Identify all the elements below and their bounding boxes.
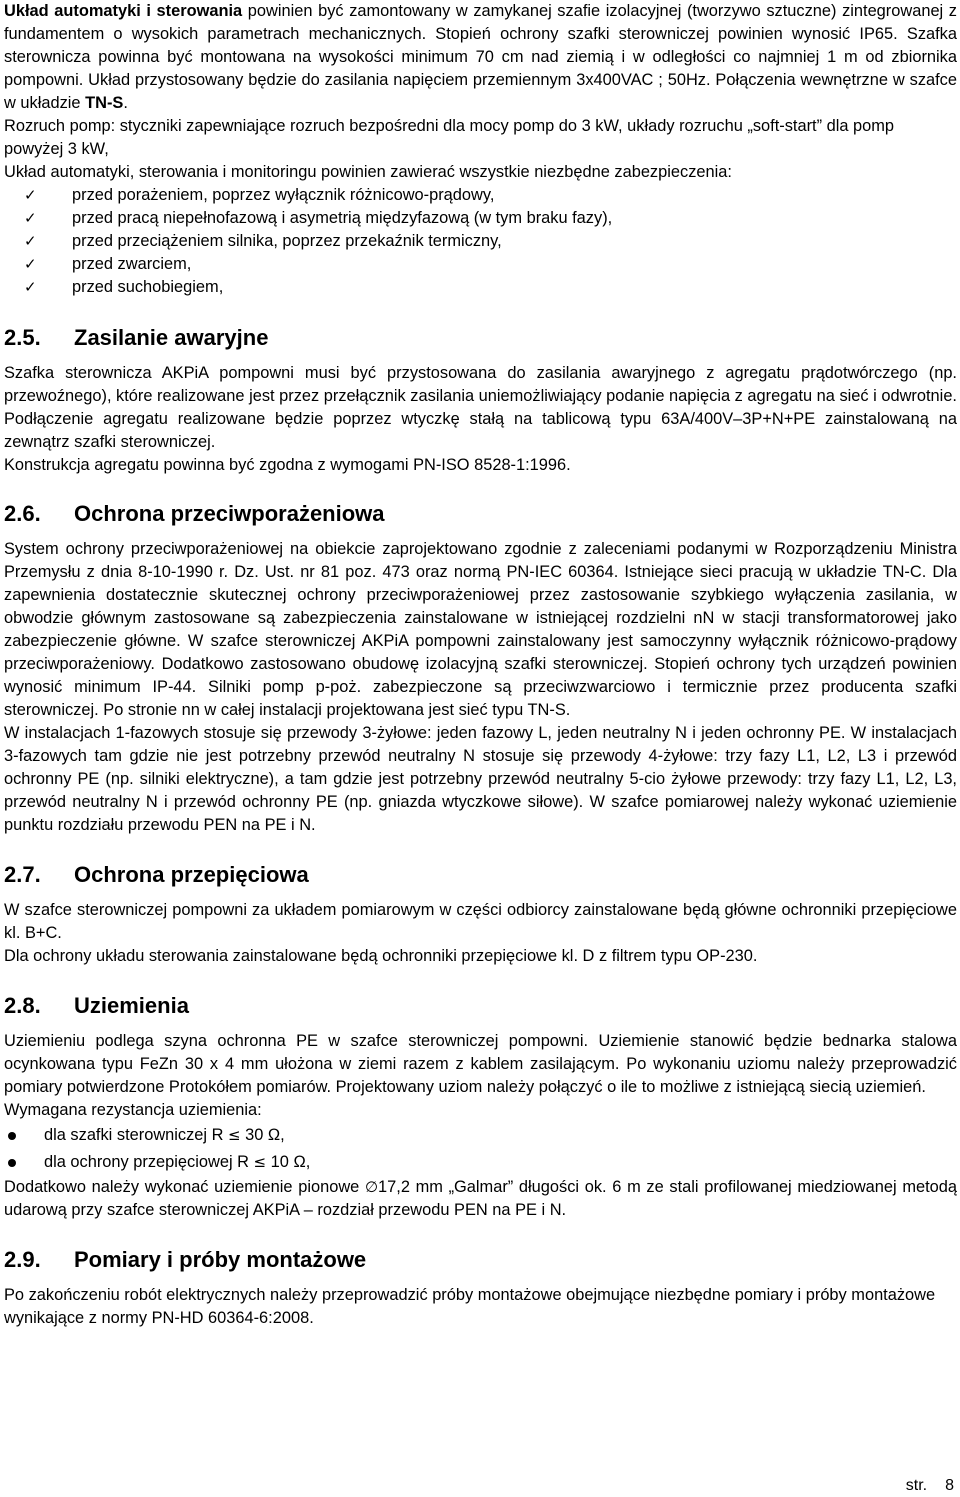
section-2-5 [4,324,957,477]
less-equal-symbol: ≤ [228,1126,241,1144]
paragraph [4,1176,957,1222]
network-type: TN-S [85,94,124,112]
checkmark-icon: ✓ [24,278,37,296]
document-page [4,0,957,1330]
section-heading [4,1246,957,1274]
checkmark-icon: ✓ [24,232,37,250]
resistance-list [4,1122,957,1176]
checkmark-icon: ✓ [24,186,37,204]
paragraph: Szafka sterownicza AKPiA pompowni musi być przystosowana do zasilania awaryjnego z agregatu prądotwórczego (np. przewoźnego), które realizowane jest przez przełącznik zasilania uniemożliwiający podanie napięcia z agregatu na sieć i odwrotnie. Podłączenie agregatu realizowane będzie poprzez wtyczkę stałą na tablicową typu 63A/400V–3P+N+PE zainstalowaną na zewnątrz szafki sterowniczej. [4,364,957,451]
diameter-symbol: ∅ [364,1178,379,1196]
paragraph-pump-start: Rozruch pomp: styczniki zapewniające rozruch bezpośredni dla mocy pomp do 3 kW, układy rozruchu „soft-start” dla pomp powyżej 3 kW, [4,117,895,158]
section-heading [4,861,957,889]
paragraph: Konstrukcja agregatu powinna być zgodna z wymogami PN-ISO 8528-1:1996. [4,456,571,474]
section-number: 2.6. [4,501,41,526]
list-item-text: dla ochrony przepięciowej R [44,1153,254,1171]
page-label: str. [905,1477,928,1494]
page-footer [906,1474,954,1497]
section-2-9 [4,1246,957,1330]
protection-checklist [4,184,957,299]
section-number: 2.7. [4,862,41,887]
list-item-text: przed zwarciem, [72,255,192,273]
list-item-text: przed porażeniem, poprzez wyłącznik różnicowo-prądowy, [72,186,495,204]
section-heading [4,324,957,352]
checkmark-icon: ✓ [24,255,37,273]
section-heading [4,992,957,1020]
bullet-icon [8,1132,16,1140]
paragraph-text: 17,2 mm „Galmar” długości ok. 6 m ze stali profilowanej miedziowanej metodą udarową przy szafce sterowniczej AKPiA – rozdział przewodu PEN na PE i N. [4,1178,958,1219]
list-item [4,1122,957,1149]
section-title: Ochrona przepięciowa [74,862,309,887]
paragraph: W instalacjach 1-fazowych stosuje się przewody 3-żyłowe: jeden fazowy L, jeden neutralny N i jeden ochronny PE. W instalacjach 3-fazowych tam gdzie nie jest potrzebny przewód neutralny N stosuje się przewody 4-żyłowe: trzy fazy L1, L2, L3 i przewód ochronny PE (np. silniki elektryczne), a tam gdzie jest potrzebny przewód neutralny 5-cio żyłowe przewody: trzy fazy L1, L2, L3, przewód neutralny N i przewód ochronny PE (np. gniazda wtyczkowe siłowe). W szafce pomiarowej należy wykonać uziemienie punktu rozdziału przewodu PEN na PE i N. [4,724,957,834]
list-item-text: przed suchobiegiem, [72,278,224,296]
section-heading [4,500,957,528]
paragraph-text: powinien być zamontowany w zamykanej szafie izolacyjnej (tworzywo sztuczne) zintegrowanej z fundamentem o wysokich parametrach mechanicznych. Stopień ochrony szafki sterowniczej powinien wynosić IP65. Szafka sterownicza powinna być montowana na wysokości minimum 70 cm nad ziemią i w odległości co najmniej 1 m od zbiornika pompowni. Układ przystosowany będzie do zasilania napięciem przemiennym 3x400VAC ; 50Hz. Połączenia wewnętrzne w szafce w układzie [4,2,958,112]
paragraph: W szafce sterowniczej pompowni za układem pomiarowym w części odbiorcy zainstalowane będą główne ochronniki przepięciowe kl. B+C. [4,901,957,942]
section-2-6 [4,500,957,837]
paragraph: System ochrony przeciwporażeniowej na obiekcie zaprojektowano zgodnie z zaleceniami podanymi w Rozporządzeniu Ministra Przemysłu z dnia 8-10-1990 r. Dz. Ust. nr 81 poz. 473 oraz normą PN-IEC 60364. Istniejące sieci pracują w układzie TN-C. Dla zapewnienia dostatecznie skutecznej ochrony przeciwporażeniowej przez zastosowanie szybkiego wyłączenia zasilania, w obwodzie głównym zastosowane są zabezpieczenia zainstalowane w istniejącej rozdzielni nN w stacji transformatorowej jako zabezpieczenie główne. W szafce sterowniczej AKPiA pompowni zainstalowany jest samoczynny wyłącznik różnicowo-prądowy przeciwporażeniowy. Dodatkowo zastosowano obudowę izolacyjną szafki sterowniczej. Stopień ochrony tych urządzeń powinien wynosić minimum IP-44. Silniki pomp p-poż. zabezpieczone są przeciwzwarciowo i termicznie przez producenta szafki sterowniczej. Po stronie nn w całej instalacji projektowana jest sieć typu TN-S. [4,540,957,719]
list-item [4,184,957,207]
list-item-text: przed przeciążeniem silnika, poprzez przekaźnik termiczny, [72,232,502,250]
list-item-text: dla szafki sterowniczej R [44,1126,229,1144]
paragraph-resistance-label: Wymagana rezystancja uziemienia: [4,1101,262,1119]
section-title: Pomiary i próby montażowe [74,1247,367,1272]
list-item-value: 10 Ω, [266,1153,311,1171]
paragraph-text: Dodatkowo należy wykonać uziemienie pionowe [4,1178,365,1196]
list-item-value: 30 Ω, [240,1126,285,1144]
list-item [4,276,957,299]
section-2-8 [4,992,957,1222]
list-item [4,253,957,276]
section-number: 2.5. [4,325,41,350]
page-number: 8 [945,1477,954,1494]
section-number: 2.8. [4,993,41,1018]
list-item [4,207,957,230]
section-number: 2.9. [4,1247,41,1272]
paragraph: Dla ochrony układu sterowania zainstalowane będą ochronniki przepięciowe kl. D z filtrem typu OP-230. [4,947,758,965]
lead-term: Układ automatyki i sterowania [4,2,243,20]
paragraph-end: . [123,94,128,112]
section-intro [4,0,957,299]
paragraph: Uziemieniu podlega szyna ochronna PE w szafce sterowniczej pompowni. Uziemienie stanowić będzie bednarka stalowa ocynkowana typu FeZn 30 x 4 mm ułożona w ziemi razem z kablem zasilającym. Po wykonaniu uziomu należy przeprowadzić pomiary potwierdzone Protokółem pomiarów. Projektowany uziom należy połączyć o ile to możliwe z istniejącą siecią uziemień. [4,1032,957,1096]
checkmark-icon: ✓ [24,209,37,227]
list-item-text: przed pracą niepełnofazową i asymetrią międzyfazową (w tym braku fazy), [72,209,613,227]
bullet-icon [8,1159,16,1167]
less-equal-symbol: ≤ [253,1153,267,1171]
list-item [4,230,957,253]
section-title: Zasilanie awaryjne [74,325,269,350]
paragraph-automation [4,0,957,115]
paragraph-protections: Układ automatyki, sterowania i monitoringu powinien zawierać wszystkie niezbędne zabezpieczenia: [4,163,732,181]
section-title: Uziemienia [74,993,189,1018]
section-title: Ochrona przeciwporażeniowa [74,501,385,526]
list-item [4,1149,957,1176]
section-2-7 [4,861,957,968]
paragraph: Po zakończeniu robót elektrycznych należy przeprowadzić próby montażowe obejmujące niezbędne pomiary i próby montażowe wynikające z normy PN-HD 60364-6:2008. [4,1286,936,1327]
